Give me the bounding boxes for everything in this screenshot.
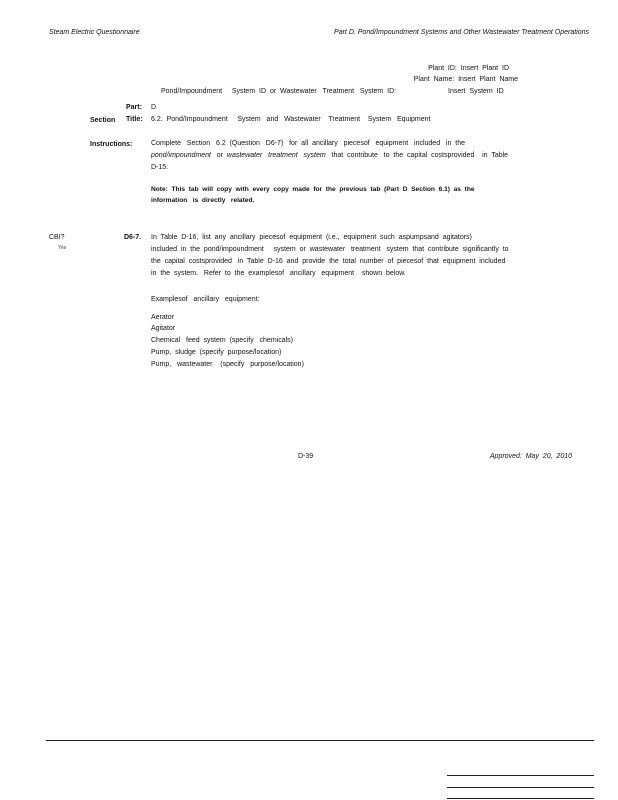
part-value: D bbox=[151, 104, 157, 111]
example-item: Chemical feed system (specify chemicals) bbox=[151, 337, 293, 344]
note-line-2: information is directly related. bbox=[151, 197, 255, 204]
question-line-4: in the system. Refer to the examplesof ancillary equipment shown below. bbox=[151, 270, 406, 277]
section-title: 6.2. Pond/Impoundment System and Wastewater Treatment System Equipment bbox=[151, 116, 431, 123]
plant-name: Plant Name: Insert Plant Name bbox=[413, 76, 518, 83]
header-right: Part D. Pond/Impoundment Systems and Other Wastewater Treatment Operations bbox=[334, 29, 589, 36]
instructions-connector: or bbox=[210, 152, 227, 159]
cbi-label: CBI? bbox=[49, 234, 65, 241]
approved-date: Approved: May 20, 2010 bbox=[489, 453, 572, 460]
note-line-1: Note: This tab will copy with every copy made for the previous tab (Part D Section 6.1) as the bbox=[151, 186, 475, 193]
examples-heading: Examplesof ancillary equipment: bbox=[151, 296, 260, 303]
instructions-line-3: D-15. bbox=[151, 164, 169, 171]
example-item: Pump, sludge (specify purpose/location) bbox=[151, 349, 282, 356]
system-id-label: Pond/Impoundment System ID or Wastewater Treatment System ID: bbox=[161, 88, 397, 95]
header-left: Steam Electric Questionnaire bbox=[49, 29, 140, 36]
question-line-3: the capital costsprovided in Table D-16 and provide the total number of piecesof that equipment included bbox=[151, 258, 506, 265]
divider bbox=[46, 740, 594, 741]
title-label: Title: bbox=[126, 116, 143, 123]
section-label: Section bbox=[90, 117, 116, 124]
instructions-emphasis-2: wastewater treatment system bbox=[226, 152, 326, 159]
instructions-line-2 bbox=[151, 152, 508, 159]
instructions-emphasis-1: pond/impoundment bbox=[151, 152, 211, 159]
example-item: Agitator bbox=[151, 325, 176, 332]
part-label: Part: bbox=[126, 104, 142, 111]
signature-line bbox=[447, 775, 594, 776]
question-number: D6-7. bbox=[124, 234, 142, 241]
signature-line bbox=[447, 798, 594, 799]
instructions-line-2-end: that contribute to the capital costsprovided in Table bbox=[325, 152, 509, 159]
question-line-1: In Table D-16, list any ancillary piecesof equipment (i.e., equipment such aspumpsand agitators) bbox=[151, 234, 472, 241]
plant-id: Plant ID: Insert Plant ID bbox=[428, 65, 509, 72]
system-id-value: Insert System ID bbox=[448, 88, 504, 95]
instructions-label: Instructions: bbox=[90, 141, 133, 148]
signature-line bbox=[447, 787, 594, 788]
instructions-line-1: Complete Section 6.2 (Question D6-7) for all ancillary piecesof equipment included in the bbox=[151, 140, 465, 147]
example-item: Pump, wastewater (specify purpose/location) bbox=[151, 361, 304, 368]
page-number: D-39 bbox=[298, 453, 314, 460]
example-item: Aerator bbox=[151, 314, 174, 321]
cbi-value: Yes bbox=[58, 245, 67, 251]
question-line-2: included in the pond/impoundment system or wastewater treatment system that contribute significantly to bbox=[151, 246, 509, 253]
